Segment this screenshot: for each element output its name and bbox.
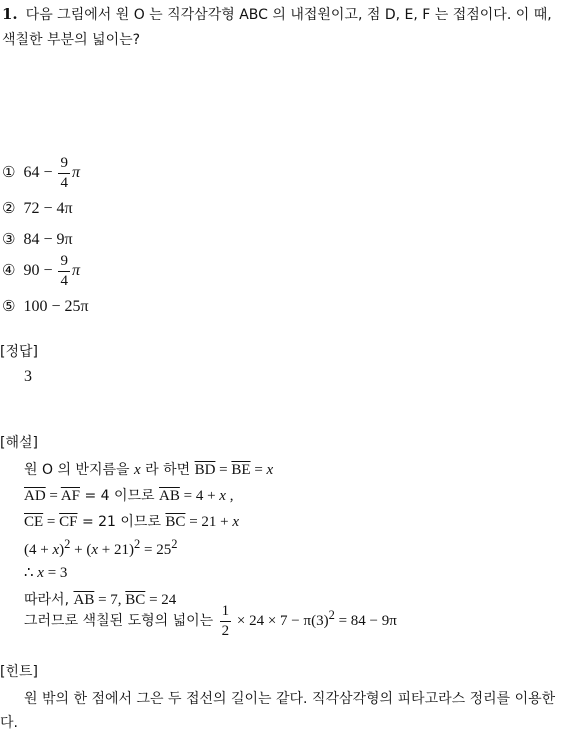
hint-text: 원 밖의 한 점에서 그은 두 접선의 길이는 같다. 직각삼각형의 피타고라스 정리를 이용한다. — [0, 691, 556, 731]
denominator: 4 — [60, 175, 68, 191]
text: 따라서, — [24, 592, 74, 608]
solution-line-3 — [24, 511, 239, 531]
var: x — [133, 462, 141, 478]
segment: $\overline{BD}$ — [194, 462, 216, 478]
text: + 21) — [98, 542, 134, 558]
fraction — [58, 254, 70, 289]
therefore-symbol: ∴ — [24, 565, 38, 581]
solution-line-5 — [24, 563, 67, 582]
text: = — [215, 462, 232, 478]
option-text: 90 − — [23, 262, 57, 280]
segment: $\overline{AF}$ — [60, 488, 80, 504]
answer-label: [정답] — [0, 344, 38, 360]
fraction — [220, 604, 232, 639]
option-1[interactable] — [2, 156, 80, 191]
exponent: 2 — [64, 537, 71, 551]
text: = 7, — [94, 592, 126, 608]
solution-label: [해설] — [0, 435, 38, 451]
option-5[interactable] — [2, 297, 89, 316]
segment: $\overline{AB}$ — [73, 592, 95, 608]
var: x — [232, 514, 240, 530]
text: , — [225, 488, 234, 504]
segment: $\overline{AB}$ — [159, 488, 180, 504]
numerator: 9 — [60, 253, 68, 269]
segment: $\overline{AD}$ — [24, 488, 46, 504]
text: = — [250, 462, 267, 478]
option-marker: ⑤ — [2, 297, 16, 315]
text: = 25 — [140, 542, 172, 558]
denominator: 4 — [60, 273, 68, 289]
var: x — [266, 462, 274, 478]
text: = — [43, 514, 60, 530]
text: = 24 — [145, 592, 177, 608]
option-2[interactable] — [2, 199, 73, 218]
var: x — [91, 542, 99, 558]
solution-line-1 — [24, 459, 273, 479]
answer-value: 3 — [24, 368, 32, 385]
text: = 84 − 9π — [334, 612, 397, 629]
text: = 21 이므로 — [77, 514, 166, 530]
numerator: 9 — [60, 155, 68, 171]
option-text: 100 − 25π — [23, 298, 89, 315]
question-body: 다음 그림에서 원 O 는 직각삼각형 ABC 의 내접원이고, 점 D, E, F 는 접점이다. 이 때, 색칠한 부분의 넓이는? — [2, 7, 552, 48]
pi-symbol: π — [71, 164, 80, 182]
option-marker: ③ — [2, 230, 16, 248]
numerator: 1 — [221, 603, 230, 619]
segment: $\overline{CE}$ — [24, 514, 44, 530]
option-3[interactable] — [2, 230, 73, 249]
option-marker: ④ — [2, 261, 16, 280]
text: 원 O 의 반지름을 — [24, 462, 134, 478]
text: = 4 이므로 — [80, 488, 160, 504]
question-number: 1. — [2, 5, 18, 23]
solution-line-7 — [24, 604, 397, 639]
option-marker: ② — [2, 199, 16, 217]
denominator: 2 — [221, 623, 230, 639]
segment: $\overline{CF}$ — [59, 514, 78, 530]
var: x — [219, 488, 226, 504]
option-text: 72 − 4π — [23, 200, 73, 217]
text: + ( — [70, 542, 92, 558]
text: ) — [59, 542, 65, 558]
segment: $\overline{BE}$ — [231, 462, 251, 478]
fraction — [58, 156, 70, 191]
segment: $\overline{BC}$ — [125, 592, 146, 608]
text: = 3 — [43, 565, 68, 581]
text: = 4 + — [179, 488, 220, 504]
text: (4 + — [24, 542, 53, 558]
solution-line-2 — [24, 485, 233, 505]
exponent: 2 — [134, 537, 141, 551]
text: 라 하면 — [140, 462, 195, 478]
option-4[interactable] — [2, 254, 80, 289]
text: = — [45, 488, 61, 504]
question-text — [2, 2, 568, 52]
option-text: 84 − 9π — [23, 231, 73, 248]
solution-line-4 — [24, 537, 177, 559]
exponent: 2 — [328, 607, 335, 622]
var: x — [52, 542, 60, 558]
hint-label: [힌트] — [0, 664, 38, 680]
segment: $\overline{BC}$ — [165, 514, 186, 530]
text: 그러므로 색칠된 도형의 넓이는 — [24, 612, 218, 629]
exponent: 2 — [171, 537, 178, 551]
text: = 21 + — [185, 514, 233, 530]
option-text: 64 − — [23, 164, 57, 182]
var: x — [37, 565, 44, 581]
option-marker: ① — [2, 163, 16, 182]
text: × 24 × 7 − π(3) — [233, 612, 329, 629]
pi-symbol: π — [71, 262, 80, 280]
